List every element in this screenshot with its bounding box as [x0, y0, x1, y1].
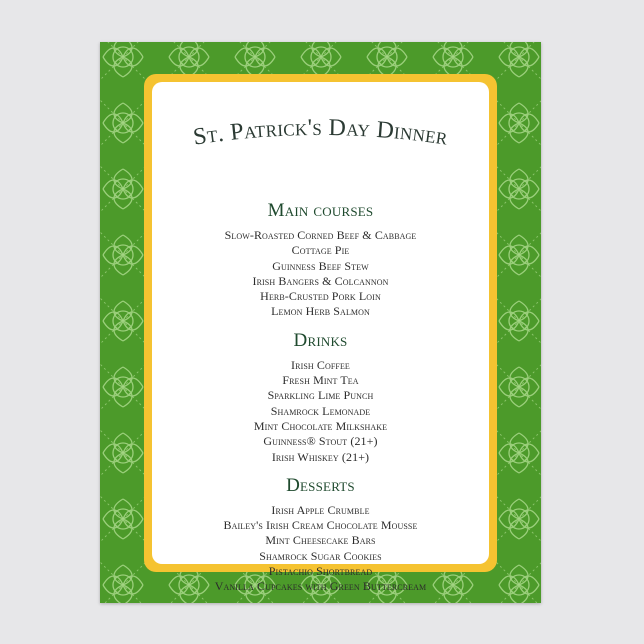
menu-item: Guinness® Stout (21+) [263, 434, 378, 449]
menu-item: Irish Whiskey (21+) [271, 449, 370, 464]
menu-item: Bailey's Irish Cream Chocolate Mousse [223, 518, 418, 533]
item-list [152, 358, 489, 465]
menu-item: Irish Apple Crumble [271, 502, 370, 517]
section-desserts [152, 475, 489, 595]
menu-item: Irish Coffee [291, 357, 350, 372]
section-heading: Main courses [267, 200, 374, 221]
section-main-courses [152, 200, 489, 320]
menu-item: Vanilla Cupcakes with Green Buttercream [214, 579, 427, 594]
svg-text:St. Patrick's Day Dinner [191, 115, 449, 151]
menu-item: Guinness Beef Stew [272, 258, 369, 273]
item-list [152, 503, 489, 595]
menu-item: Irish Bangers & Colcannon [252, 273, 389, 288]
menu-item: Fresh Mint Tea [282, 373, 359, 388]
section-heading: Drinks [293, 329, 348, 351]
menu-item: Pistachio Shortbread [268, 564, 373, 579]
menu-item: Herb-Crusted Pork Loin [260, 289, 381, 304]
item-list [152, 228, 489, 320]
menu-panel [152, 82, 489, 594]
menu-title-arc [152, 82, 489, 162]
menu-item: Mint Cheesecake Bars [265, 533, 376, 548]
menu-item: Lemon Herb Salmon [271, 304, 370, 319]
menu-item: Sparkling Lime Punch [267, 388, 374, 403]
menu-item: Cottage Pie [291, 243, 350, 258]
section-heading: Desserts [286, 474, 355, 496]
menu-item: Mint Chocolate Milkshake [253, 418, 388, 433]
menu-title: St. Patrick's Day Dinner [191, 114, 450, 151]
menu-item: Slow-Roasted Corned Beef & Cabbage [224, 228, 417, 242]
menu-sections [152, 200, 489, 605]
menu-item: Shamrock Lemonade [270, 403, 371, 418]
menu-item: Shamrock Sugar Cookies [259, 548, 382, 563]
menu-card [100, 42, 541, 603]
section-drinks [152, 330, 489, 465]
